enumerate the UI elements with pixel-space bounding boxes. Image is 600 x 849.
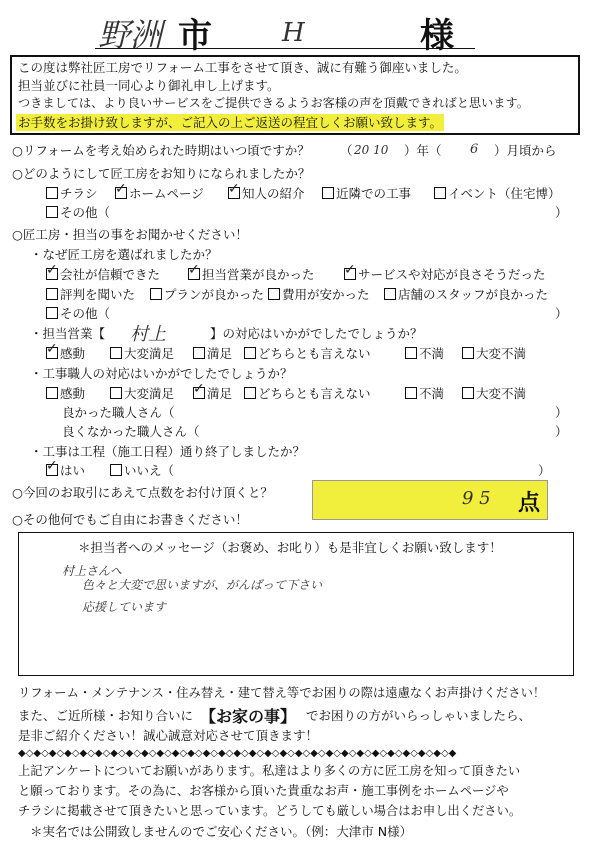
reason-trust[interactable]: ✓会社が信頼できた <box>46 267 160 282</box>
worker-rating-moved[interactable]: 感動 <box>46 386 85 401</box>
name-underline <box>95 48 475 49</box>
score-box <box>312 480 548 520</box>
notice-line-3: チラシに掲載させて頂きたいと思っています。どうしても厳しい場合はお申し出ください。 <box>18 804 522 818</box>
q1-year-label: ）年（ <box>404 143 442 158</box>
bad-worker-close: ） <box>555 424 568 439</box>
checkbox-homepage[interactable] <box>115 187 127 199</box>
checkbox-sales-satisfied[interactable] <box>193 347 205 359</box>
intro-line-4: お手数をお掛け致しますが、ご記入の上ご返送の程宜しくお願い致します。 <box>18 115 443 130</box>
worker-rating-satisfied[interactable]: ✓ 満足 <box>193 386 232 401</box>
good-worker-label: 良かった職人さん（ <box>62 405 175 420</box>
sales-rating-dissatisfied[interactable]: 不満 <box>405 346 444 361</box>
free-box-title: ＊担当者へのメッセージ（お褒め、お叱り）も是非宜しくお願い致します！ <box>78 540 502 555</box>
reason-other[interactable]: その他（ <box>46 306 110 321</box>
q2-option-flyer[interactable]: チラシ <box>46 186 98 201</box>
checkbox-event[interactable] <box>434 187 446 199</box>
sales-rating-moved[interactable]: ✓感動 <box>46 346 85 361</box>
intro-line-2: 担当並びに社員一同心より御礼申し上げます。 <box>18 78 280 93</box>
q2-text: ○どのようにして匠工房をお知りになられましたか？ <box>12 166 311 181</box>
q2-option-referral[interactable]: ✓ 知人の紹介 <box>228 186 305 201</box>
sales-rating-neutral[interactable]: どちらとも言えない <box>244 346 371 361</box>
q2-option-other[interactable]: その他（ <box>46 205 110 220</box>
q1-text: ○リフォームを考え始められた時期はいつ頃ですか？ <box>12 143 310 158</box>
checkbox-sales-moved[interactable] <box>46 347 58 359</box>
footer-line-1: リフォーム・メンテナンス・住み替え・建て替え等でお困りの際は遠慮なくお声掛けください！ <box>18 686 546 700</box>
reason-plan[interactable]: プランが良かった <box>150 287 264 302</box>
q3-sub1: ・なぜ匠工房を選ばれましたか？ <box>30 247 218 262</box>
q1-open-paren: （ <box>340 143 353 158</box>
worker-rating-very-satisfied[interactable]: 大変満足 <box>110 386 174 401</box>
q3-sub4: ・工事は工程（施工日程）通り終了しましたか？ <box>30 444 306 459</box>
checkbox-referral[interactable] <box>228 187 240 199</box>
sales-name-handwritten: 村上 <box>130 324 166 345</box>
checkbox-other[interactable] <box>46 206 58 218</box>
q3-sub3: ・工事職人の対応はいかがでしたでしょうか？ <box>30 366 293 381</box>
reason-staff[interactable]: 店舗のスタッフが良かった <box>384 287 548 302</box>
notice-line-4: ＊実名では公開致しませんのでご安心ください。（例：大津市 N様） <box>30 824 413 839</box>
score-unit: 点 <box>518 491 541 516</box>
sales-rating-very-satisfied[interactable]: 大変満足 <box>110 346 174 361</box>
score-value: 9 5 <box>462 488 491 509</box>
checkbox-reason-other[interactable] <box>46 307 58 319</box>
checkbox-worker-satisfied[interactable] <box>193 387 205 399</box>
checkbox-nearby[interactable] <box>322 187 334 199</box>
footer-line-2a: また、ご近所様・お知り合いに <box>18 708 194 723</box>
checkbox-worker-moved[interactable] <box>46 387 58 399</box>
checkbox-schedule-no[interactable] <box>110 464 122 476</box>
good-worker-close: ） <box>555 405 568 420</box>
q1-month-value: 6 <box>470 142 479 157</box>
checkbox-reputation[interactable] <box>46 288 58 300</box>
q3-sub2-post: 】の対応はいかがでしたでしょうか？ <box>210 326 423 341</box>
footer-line-2c: でお困りの方がいらっしゃいましたら、 <box>306 708 532 723</box>
checkbox-schedule-yes[interactable] <box>46 464 58 476</box>
notice-line-2: と願っております。その為に、お客様から頂いた貴重なお声・施工事例をホームページや <box>18 784 509 798</box>
city-label: 市 <box>178 16 212 56</box>
schedule-no[interactable]: いいえ（ <box>110 463 174 478</box>
intro-line-3: つきましては、より良いサービスをご提供できるようお客様の声を頂戴できればと思います。 <box>18 96 529 110</box>
checkbox-sales-dissatisfied[interactable] <box>405 347 417 359</box>
checkbox-cost[interactable] <box>268 288 280 300</box>
schedule-yes[interactable]: ✓はい <box>46 463 85 478</box>
reason-service[interactable]: ✓ サービスや対応が良さそうだった <box>344 267 546 282</box>
q3-sub2-pre: ・担当営業【 <box>30 326 106 341</box>
name-handwritten: H <box>282 18 305 48</box>
reason-reputation[interactable]: 評判を聞いた <box>46 287 135 302</box>
reason-sales[interactable]: ✓ 担当営業が良かった <box>188 267 315 282</box>
free-handwritten-1: 村上さんへ <box>62 564 122 578</box>
q2-option-event[interactable]: イベント（住宅博） <box>434 186 561 201</box>
sales-rating-very-dissatisfied[interactable]: 大変不満 <box>462 346 526 361</box>
checkbox-sales-very-dissatisfied[interactable] <box>462 347 474 359</box>
free-handwritten-2: 色々と大変で思いますが、がんばって下さい <box>82 578 323 592</box>
checkbox-flyer[interactable] <box>46 187 58 199</box>
worker-rating-dissatisfied[interactable]: 不満 <box>405 386 444 401</box>
checkbox-worker-dissatisfied[interactable] <box>405 387 417 399</box>
checkbox-worker-neutral[interactable] <box>244 387 256 399</box>
checkbox-staff[interactable] <box>384 288 396 300</box>
q1-month-label: ）月頃から <box>494 143 557 158</box>
checkbox-trust[interactable] <box>46 268 58 280</box>
q3-text: ○匠工房・担当の事をお聞かせください！ <box>12 227 248 242</box>
free-handwritten-3: 応援しています <box>82 600 167 614</box>
footer-line-3: 是非ご紹介ください！誠心誠意対応させて頂きます！ <box>18 728 319 743</box>
honorific: 様 <box>420 16 454 56</box>
checkbox-sales-very-satisfied[interactable] <box>110 347 122 359</box>
checkbox-sales-neutral[interactable] <box>244 347 256 359</box>
checkbox-service[interactable] <box>344 268 356 280</box>
q2-option-homepage[interactable]: ✓ ホームページ <box>115 186 204 201</box>
checkbox-plan[interactable] <box>150 288 162 300</box>
q2-other-close: ） <box>555 205 568 220</box>
checkbox-worker-very-dissatisfied[interactable] <box>462 387 474 399</box>
worker-rating-very-dissatisfied[interactable]: 大変不満 <box>462 386 526 401</box>
checkbox-worker-very-satisfied[interactable] <box>110 387 122 399</box>
diamond-divider: ◆◇◆◇◆◇◆◇◆◇◆◇◆◇◆◇◆◇◆◇◆◇◆◇◆◇◆◇◆◇◆◇◆◇◆◇◆◇◆◇◆◇◆◇◆◇◆◇◆◇◆◇◆◇◆◇◆ <box>18 748 457 759</box>
intro-line-1: この度は弊社匠工房でリフォーム工事をさせて頂き、誠に有難う御座いました。 <box>18 60 467 75</box>
q1-year-value: 20 10 <box>354 143 389 157</box>
checkbox-sales[interactable] <box>188 268 200 280</box>
footer-line-2b: 【お家の事】 <box>200 707 297 726</box>
notice-line-1: 上記アンケートについてお願いがあります。私達はより多くの方に匠工房を知って頂きたい <box>18 764 521 778</box>
free-question: ○その他何でもご自由にお書きください！ <box>12 512 248 527</box>
schedule-no-close: ） <box>538 463 551 478</box>
city-handwritten: 野洲 <box>98 16 163 54</box>
bad-worker-label: 良くなかった職人さん（ <box>62 424 200 439</box>
reason-other-close: ） <box>555 306 568 321</box>
q2-option-nearby[interactable]: 近隣での工事 <box>322 186 411 201</box>
score-question: ○今回のお取引にあえて点数をお付け頂くと？ <box>12 485 273 500</box>
reason-cost[interactable]: 費用が安かった <box>268 287 370 302</box>
sales-rating-satisfied[interactable]: 満足 <box>193 346 232 361</box>
worker-rating-neutral[interactable]: どちらとも言えない <box>244 386 371 401</box>
